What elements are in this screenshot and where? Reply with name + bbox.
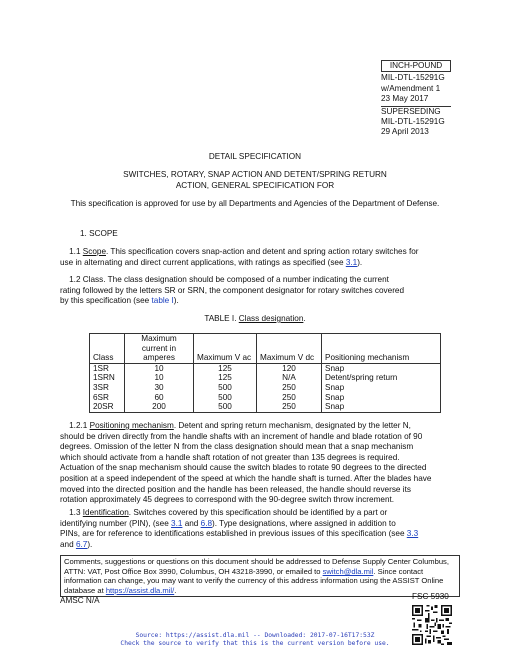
cell-mechanism: Snap — [322, 393, 441, 403]
superseding-label: SUPERSEDING — [381, 106, 451, 117]
identification-title: Identification — [82, 508, 129, 517]
cell-class: 20SR — [90, 402, 125, 412]
title-line-2: ACTION, GENERAL SPECIFICATION FOR — [175, 180, 335, 190]
class-designation-table — [89, 333, 441, 413]
paragraph-1-2-1: 1.2.1 Positioning mechanism. Detent and spring return mechanism, designated by the letter N, should be driven directly from the handle shafts with an increment of handle and blade rotation of 90 degrees. Omission of the letter N from the class designation should mean that a snap mechanism which should activate from a handle shaft rotation of not greater than 135 degrees is required. Actuation of the snap mechanism should cause the switch blades to rotate 90 degrees to the directed position at a speed independent of the speed at which the handle shaft is turned. After the blades have moved into the directed position and the handle has been released, the handle should reverse its rotation approximately 45 degrees to correspond with the 90-degree switch throw increment. — [60, 421, 432, 505]
fsc-label: FSC 5930 — [412, 592, 449, 601]
table-row — [90, 373, 441, 383]
positioning-mechanism-title: Positioning mechanism — [89, 421, 174, 430]
cell-current: 10 — [125, 363, 194, 373]
assist-url-link[interactable]: https://assist.dla.mil/ — [105, 585, 175, 595]
cell-current: 10 — [125, 373, 194, 383]
table-row — [90, 363, 441, 373]
cell-vac: 500 — [194, 383, 257, 393]
cell-mechanism: Detent/spring return — [322, 373, 441, 383]
table-caption: TABLE I. Class designation. — [204, 314, 306, 323]
email-link[interactable]: switch@dla.mil — [322, 566, 374, 576]
source-line-1: Source: https://assist.dla.mil -- Downloaded: 2017-07-16T17:53Z — [135, 632, 375, 639]
cell-class: 1SRN — [90, 373, 125, 383]
source-download-notice — [0, 632, 510, 647]
spec-type-title: DETAIL SPECIFICATION — [208, 152, 302, 161]
cell-current: 200 — [125, 402, 194, 412]
col-header-max-current: Maximum current in amperes — [125, 334, 194, 364]
comments-box: Comments, suggestions or questions on this document should be addressed to Defense Supply Center Columbus, ATTN: VAT, Post Office Box 3990, Columbus, OH 43218-3990, or emailed to switch@dla.mil. Since contact information can change, you may want to verify the currency of this address information using the ASSIST Online database at https://assist.dla.mil/. — [60, 555, 460, 597]
col-header-positioning: Positioning mechanism — [322, 334, 441, 364]
superseded-id: MIL-DTL-15291G — [381, 117, 445, 127]
cell-mechanism: Snap — [322, 383, 441, 393]
superseded-date: 29 April 2013 — [381, 127, 429, 137]
document-id: MIL-DTL-15291G — [381, 73, 445, 83]
cell-current: 60 — [125, 393, 194, 403]
source-line-2: Check the source to verify that this is the current version before use. — [120, 639, 390, 647]
paragraph-1-3: 1.3 Identification. Switches covered by this specification should be identified by a part or identifying number (PIN), (see 3.1 and 6.8). Type designations, where assigned in addition to PINs, are for reference to identifications established in previous issues of this specification (see 3.3 and 6.7). — [60, 508, 419, 549]
ref-6-8-link[interactable]: 6.8 — [200, 518, 213, 528]
document-identifier-block — [381, 60, 451, 138]
cell-vac: 500 — [194, 393, 257, 403]
cell-mechanism: Snap — [322, 402, 441, 412]
col-header-max-vac: Maximum V ac — [194, 334, 257, 364]
cell-vdc: N/A — [257, 373, 322, 383]
cell-vac: 125 — [194, 363, 257, 373]
cell-class: 3SR — [90, 383, 125, 393]
ref-table-1-link[interactable]: table I — [151, 296, 174, 306]
cell-current: 30 — [125, 383, 194, 393]
scope-title: Scope — [82, 247, 106, 256]
ref-3-1-link[interactable]: 3.1 — [345, 257, 358, 267]
cell-vdc: 250 — [257, 383, 322, 393]
table-header-row — [90, 334, 441, 364]
inch-pound-label: INCH-POUND — [381, 60, 451, 72]
cell-mechanism: Snap — [322, 363, 441, 373]
col-header-class: Class — [90, 334, 125, 364]
ref-6-7-link[interactable]: 6.7 — [75, 539, 88, 549]
cell-class: 1SR — [90, 363, 125, 373]
cell-vac: 500 — [194, 402, 257, 412]
col-header-max-vdc: Maximum V dc — [257, 334, 322, 364]
amsc-label: AMSC N/A — [60, 596, 100, 605]
table-row — [90, 383, 441, 393]
spec-main-title — [0, 170, 510, 191]
approval-statement: This specification is approved for use by all Departments and Agencies of the Department of Defense. — [70, 199, 440, 208]
ref-3-1-link[interactable]: 3.1 — [171, 518, 183, 528]
cell-vdc: 250 — [257, 402, 322, 412]
cell-vac: 125 — [194, 373, 257, 383]
paragraph-1-2: 1.2 Class. The class designation should be composed of a number indicating the current rating followed by the letters SR or SRN, the component designator for rotary switches covered by this specification (see table I). — [60, 275, 405, 306]
paragraph-1-1: 1.1 Scope. This specification covers snap-action and detent and spring action rotary switches for use in alternating and direct current applications, with ratings as specified (see 3.1). — [60, 247, 419, 267]
cell-vdc: 250 — [257, 393, 322, 403]
amendment-label: w/Amendment 1 — [381, 83, 441, 93]
title-line-1: SWITCHES, ROTARY, SNAP ACTION AND DETENT/SPRING RETURN — [123, 170, 387, 179]
ref-3-3-link[interactable]: 3.3 — [406, 529, 419, 539]
section-heading-scope: 1. SCOPE — [80, 229, 118, 238]
table-row — [90, 393, 441, 403]
table-row — [90, 402, 441, 412]
cell-class: 6SR — [90, 393, 125, 403]
cell-vdc: 120 — [257, 363, 322, 373]
document-date: 23 May 2017 — [381, 94, 429, 104]
